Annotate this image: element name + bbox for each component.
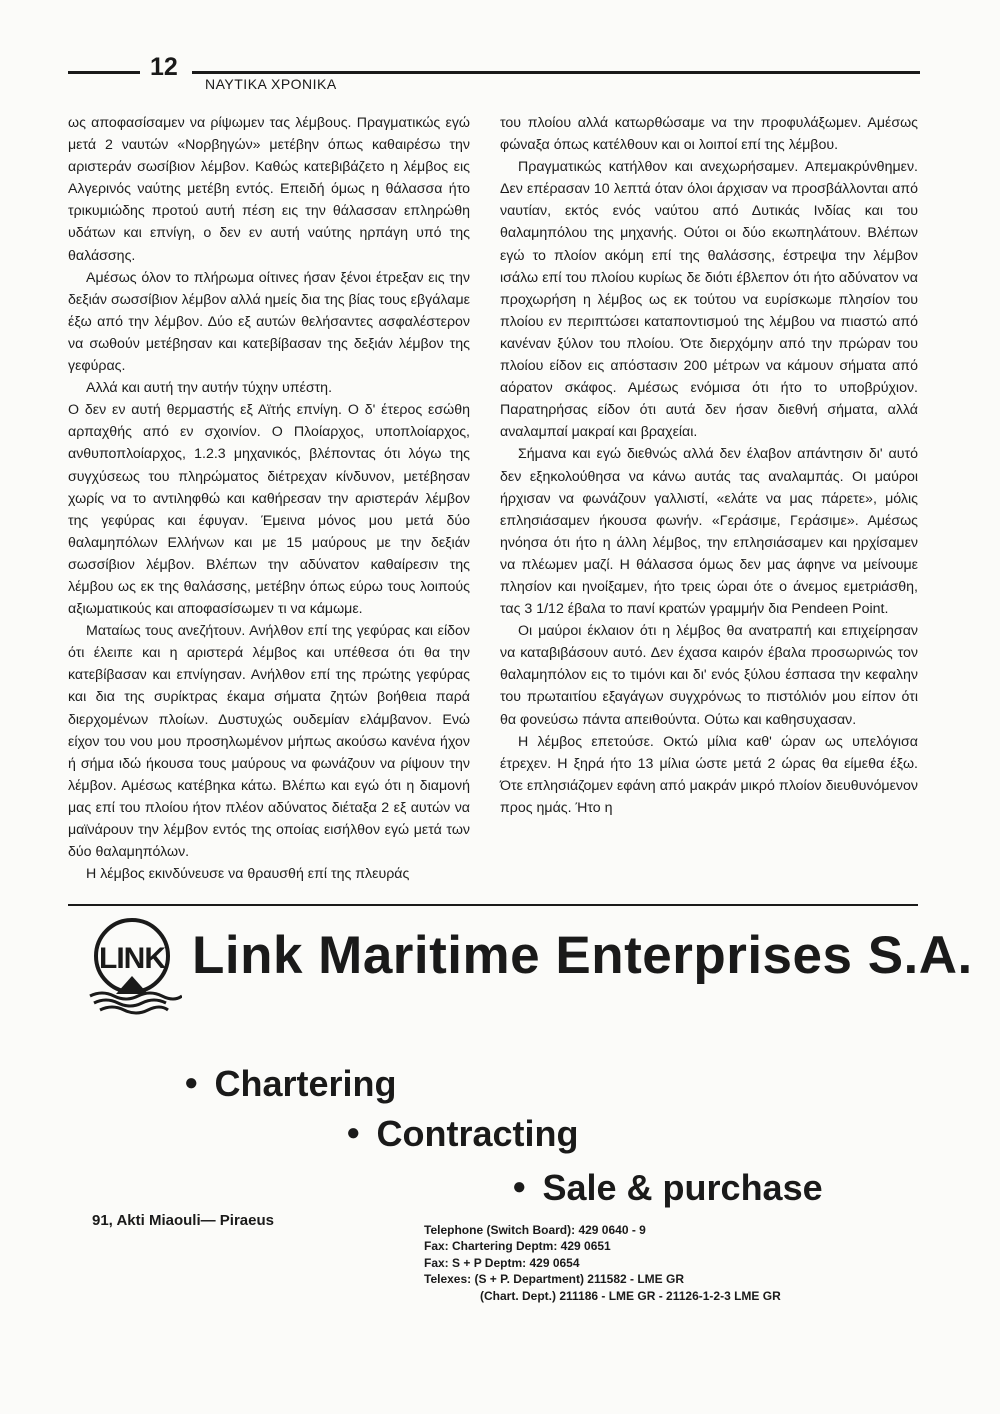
paragraph: Ο δεν εν αυτή θερμαστής εξ Αϊτής επνίγη. Ο δ' έτερος εσώθη αρπαχθής από εν σχοινίον. Ο Πλοίαρχος, υποπλοίαρχος, ανθυποπλοίαρχος, 1.2.3 μηχανικός, βλέποντας ότι λόγω της συγχύσεως του πληρώματος διέτρεχαν κίνδυνον, μετέβησαν χωρίς να το αντιληφθώ και καθήρεσαν την αριστεράν λέμβον της γεφύρας και έφυγαν. Έμεινα μόνος μου μετά δύο θαλαμηπόλων Ελλήνων και με 15 μαύρους με την δεξιάν σωσσίβιον λέμβον. Βλέπων την αδύνατον καθαίρεσιν της λέμβου ως εκ της θαλάσσης, μετέβην όπως εύρω τους λοιπούς αξιωματικούς και αποφασίσωμεν τι να κάμωμε. — [68, 402, 470, 618]
paragraph: Η λέμβος επετούσε. Οκτώ μίλια καθ' ώραν ως υπελόγισα έτρεχεν. Η ξηρά ήτο 13 μίλια ώστε μετά 2 ώρας θα είμεθα έξω. Ότε επλησιάζομεν εφάνη από μακράν μικρό πλοίον διευθυνόμενον προς ημάς. Ήτο η — [500, 733, 918, 816]
link-logo-icon — [86, 916, 182, 1016]
contact-line: Fax: Chartering Deptm: 429 0651 — [424, 1239, 611, 1254]
contact-line: (Chart. Dept.) 211186 - LME GR - 21126-1-2-3 LME GR — [480, 1288, 781, 1303]
header-rule-left — [68, 71, 140, 74]
contact-line: Fax: S + P Deptm: 429 0654 — [424, 1255, 580, 1270]
service-label: Contracting — [376, 1113, 579, 1154]
article-column-left — [68, 112, 470, 885]
bullet-icon: ● — [184, 1069, 199, 1097]
paragraph: Οι μαύροι έκλαιον ότι η λέμβος θα ανατραπή και επιχείρησαν να καταβιβάσουν αυτό. Δεν έχασα καιρόν έβαλα προσωρινώς τον θαλαμηπόλον εις το τιμόνι και δι' ενός ξύλου έσπασα την κεφαλην του πρωταιτίου εξαγάγων συγχρόνως το πιστόλιόν μου είπον ότι θα φονεύσω πάντα απειθούντα. Ούτω και καθησυχασαν. — [500, 623, 918, 728]
contact-line: Telephone (Switch Board): 429 0640 - 9 — [424, 1223, 646, 1237]
service-item — [346, 1112, 579, 1158]
bullet-icon: ● — [346, 1119, 361, 1147]
company-name: Link Maritime Enterprises S.A. — [192, 926, 973, 985]
paragraph: Ματαίως τους ανεζήτουν. Ανήλθον επί της γεφύρας και είδον ότι έλειπε και η αριστερά λέμβος και υπέθεσα ότι θα την κατεβίβασαν και επνίγησαν. Ανήλθον επί της πρώτης γεφύρας και δια της συρίκτρας έκαμα σήματα ζητών βοήθεια παρά διερχομένων πλοίων. Δυστυχώς ουδεμίαν ελάμβανον. Ενώ είχον του νου μου προσηλωμένον μήπως ακούσω κανένα ήχον ή σήμα ιδώ ήκουσα τους μαύρους να φωνάζουν να ρίψουν την λέμβον. Αμέσως κατέβηκα κάτω. Βλέπω και εγώ ότι η διαμονή μας επί του πλοίου ήτον πλέον αδύνατος διέταξα 2 εξ αυτών να μαϊνάρουν την λέμβον εντός της οποίας εισήλθον εγώ μετά των δύο θαλαμηπόλων. — [68, 623, 470, 861]
paragraph: Σήμανα και εγώ διεθνώς αλλά δεν έλαβον απάντησιν δι' αυτό δεν εξηκολούθησα να κάνω αυτάς τας αναλαμπάς. Οι μαύροι ήρχισαν να φωνάζουν γαλλιστί, «ελάτε να μας πάρετε», μόλις επλησιάσαμεν ήκουσα φωνήν. «Γεράσιμε, Γεράσιμε». Αμέσως ηνόησα ότι ήτο η άλλη λέμβος, την επλησιάσαμεν και ηρχίσαμεν να πλέωμεν μαζί. Η θάλασσα όμως δεν μας άφηνε να μείνουμε πλησίον και ηνοίξαμεν, ήτο τρεις ώραι ότε ο άνεμος εμετριάσθη, τας 3 1/12 έβαλα το πανί κρατών γραμμήν δια Pendeen Point. — [500, 446, 918, 618]
header-rule-right — [192, 71, 920, 74]
service-label: Sale & purchase — [542, 1167, 823, 1208]
advertisement-divider — [68, 904, 918, 906]
svg-text:LINK: LINK — [99, 942, 165, 975]
paragraph: Η λέμβος εκινδύνευσε να θραυσθή επί της πλευράς — [86, 866, 410, 883]
article-column-right — [500, 112, 918, 819]
paragraph: ως αποφασίσαμεν να ρίψωμεν τας λέμβους. Πραγματικώς εγώ μετά 2 ναυτών «Νορβηγών» μετέβην όπως καθαιρέσω την αριστεράν σωσίβιον λέμβον. Καθώς κατεβιβάζετο η λέμβος εις Αλγερινός ναύτης μετέβη εντός. Επειδή όμως η θάλασσα ήτο τρικυμιώδης προτού αυτή πέση εις την θάλασσαν επληρώθη υδάτων και επνίγη, ο δεν εν αυτή ναύτης ηρπάγη υπό της θαλάσσης. — [68, 115, 470, 264]
service-item — [184, 1062, 397, 1108]
service-label: Chartering — [214, 1063, 397, 1104]
contact-line: Telexes: (S + P. Department) 211582 - LME GR — [424, 1272, 684, 1287]
service-item — [512, 1166, 823, 1212]
paragraph: Αμέσως όλον το πλήρωμα οίτινες ήσαν ξένοι έτρεξαν εις την δεξιάν σωσσίβιον λέμβον αλλά ημείς δια της βίας τους εβγάλαμε έξω από την λέμβον. Δύο εξ αυτών θελήσαντες ασφαλέστερον να σωθούν μετέβησαν και κατεβίβασαν της δεξιάν λέμβον της γεφύρας. — [68, 269, 470, 375]
paragraph: Πραγματικώς κατήλθον και ανεχωρήσαμεν. Απεμακρύνθημεν. Δεν επέρασαν 10 λεπτά όταν όλοι άρχισαν να προσβάλλονται από ναυτίαν, εκτός ενός ναύτου από Δυτικάς Ινδίας και του θαλαμηπόλου της μηχανής. Ούτοι οι δύο εκωπηλάτουν. Βλέπων εγώ το πλοίον ακόμη επί της θαλάσσης, έστρεψα την λέμβον ισάλω επί του πλοίου κυρίως δε διότι έβλεπον ότι ήτο αδύνατον να προχωρήση η λέμβος ως εκ τούτου να ευρίσκωμε πλησίον του πλοίου εν περιπτώσει καταποντισμού της λέμβου να πιαστώ από κανέναν ξύλον του πλοίου. Ότε διερχόμην από την πρώραν του πλοίου είδον εις απόστασιν 200 μέτρων να κάμουν σήματα από αόρατον σκάφος. Αμέσως ενόμισα ότι ήτο το υποβρύχιον. Παρατηρήσας είδον ότι αυτά δεν ήσαν διεθνή σήματα, αλλά αναλαμπαί μακραί και βραχείαι. — [500, 159, 918, 441]
company-address: 91, Akti Miaouli— Piraeus — [92, 1212, 274, 1229]
page-number: 12 — [150, 53, 178, 81]
contact-details — [424, 1222, 781, 1304]
paragraph: Αλλά και αυτή την αυτήν τύχην υπέστη. — [86, 380, 333, 397]
bullet-icon: ● — [512, 1173, 527, 1201]
publication-title: ΝΑΥΤΙΚΑ ΧΡΟΝΙΚΑ — [205, 76, 337, 92]
paragraph: του πλοίου αλλά κατωρθώσαμε να την προφυλάξωμεν. Αμέσως φώναξα όπως κατέλθουν και οι λοιποί επί της λέμβου. — [500, 115, 918, 154]
